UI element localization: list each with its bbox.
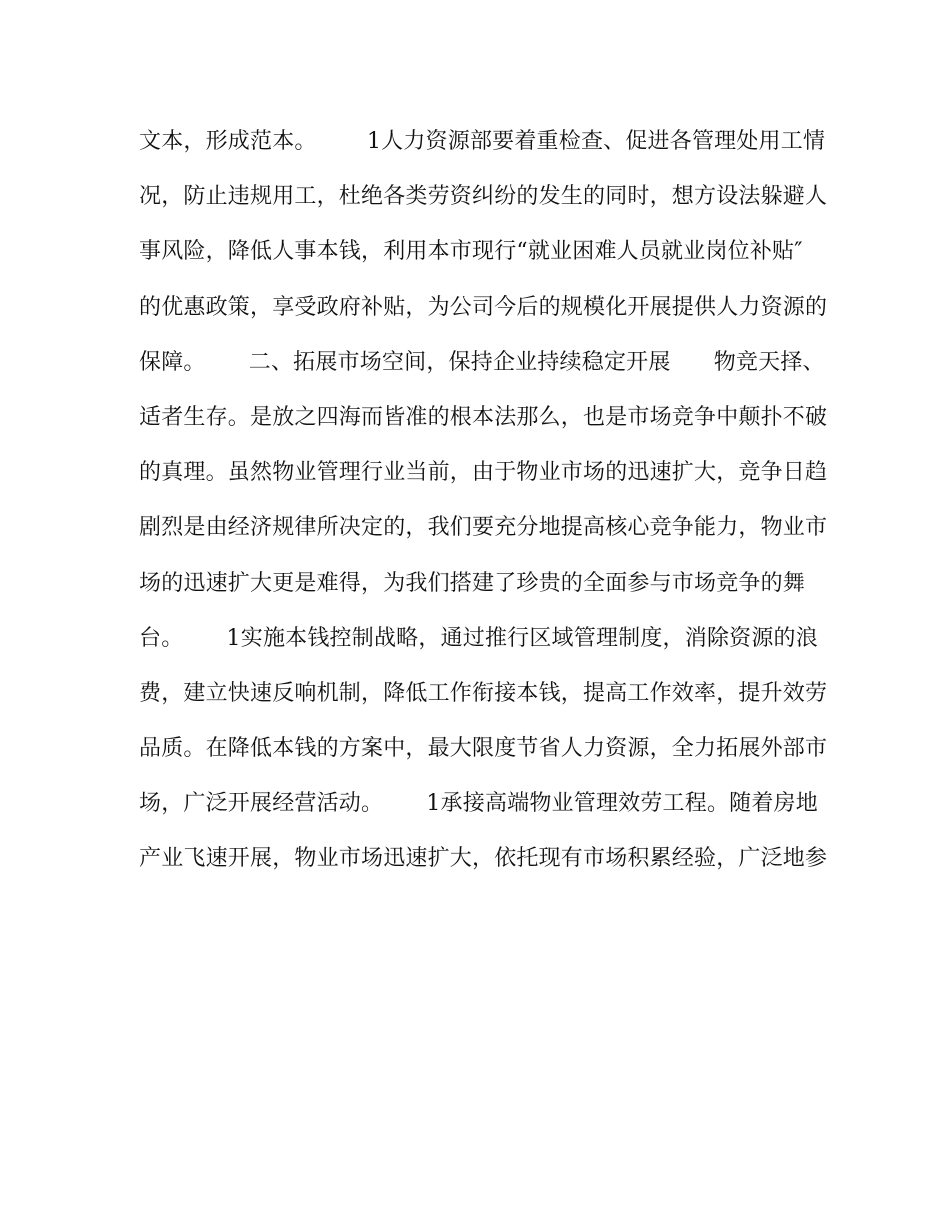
text-line: 品质。在降低本钱的方案中，最大限度节省人力资源，全力拓展外部市 — [139, 736, 828, 762]
text-line: 场的迅速扩大更是难得，为我们搭建了珍贵的全面参与市场竞争的舞 — [139, 570, 806, 596]
text-line: 剧烈是由经济规律所决定的，我们要充分地提高核心竞争能力，物业市 — [139, 515, 828, 541]
text-line: 保障。 二、拓展市场空间，保持企业持续稳定开展 物竞天择、 — [139, 349, 825, 375]
text-line: 的优惠政策，享受政府补贴，为公司今后的规模化开展提供人力资源的 — [139, 294, 828, 320]
text-line: 的真理。虽然物业管理行业当前，由于物业市场的迅速扩大，竞争日趋 — [139, 460, 828, 486]
text-line: 台。 1实施本钱控制战略，通过推行区域管理制度，消除资源的浪 — [139, 625, 818, 651]
text-line: 况，防止违规用工，杜绝各类劳资纠纷的发生的同时，想方设法躲避人 — [139, 184, 828, 210]
text-line: 适者生存。是放之四海而皆准的根本法那么，也是市场竞争中颠扑不破 — [139, 404, 828, 430]
text-line: 产业飞速开展，物业市场迅速扩大，依托现有市场积累经验，广泛地参 — [139, 846, 828, 872]
text-line: 场，广泛开展经营活动。 1承接高端物业管理效劳工程。随着房地 — [139, 791, 818, 817]
text-line: 文本，形成范本。 1人力资源部要着重检查、促进各管理处用工情 — [139, 129, 826, 154]
text-line: 费，建立快速反响机制，降低工作衔接本钱，提高工作效率，提升效劳 — [139, 680, 828, 706]
text-line: 事风险，降低人事本钱，利用本市现行“就业困难人员就业岗位补贴″ — [139, 239, 803, 265]
body-text — [139, 124, 829, 897]
